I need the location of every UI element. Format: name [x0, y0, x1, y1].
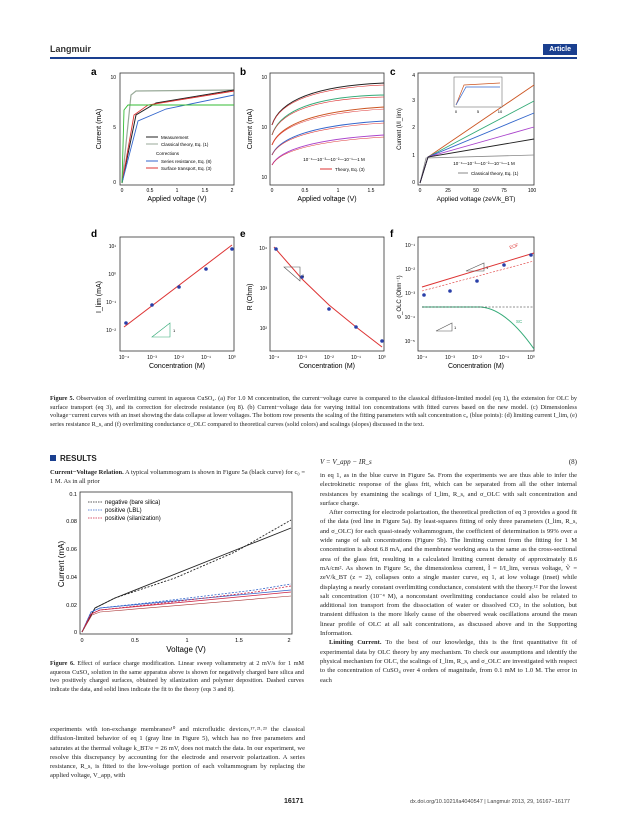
panel-b-legend-theory: Theory, Eq. (3) — [335, 167, 365, 172]
panel-f-ytick: 10⁻¹ — [405, 243, 415, 249]
panel-b-ytick: 10 — [261, 125, 267, 131]
panel-b-xtick: 0.5 — [301, 188, 309, 194]
panel-b-xtick: 1 — [336, 188, 340, 194]
panel-f-xtick: 10⁻¹ — [499, 355, 509, 361]
figure-6-xtick: 0.5 — [131, 638, 139, 644]
figure-6-xtick: 1 — [185, 638, 189, 644]
panel-f-xtick: 10⁻⁴ — [416, 355, 428, 361]
panel-f-letter: f — [390, 229, 394, 240]
panel-e-xtick: 10⁻³ — [297, 355, 307, 361]
panel-c-xtick: 50 — [473, 188, 479, 194]
panel-f-xtick: 10⁻² — [472, 355, 482, 361]
figure-6-ytick: 0.06 — [66, 547, 77, 553]
figure-6-legend-item: positive (silanization) — [105, 516, 161, 522]
figure-6-ytick: 0.1 — [69, 492, 77, 498]
paragraph: experiments with ion-exchange membranes¹⁰ and microfluidic devices,¹⁷˒²¹˒²³ the classical diffusion-limited behavior of eq 1 (gray line in Figure 5), which has no free parameters and saturates at the thermal voltage k_BT/e = 26 mV, does not match the data. In our experiment, we resolve this discrepancy by accounting for the electrode and reservoir polarization. A series resistance, R_s, is fitted to the low-voltage portion of each voltammogram by replacing the applied voltage, V_app, with — [50, 726, 305, 780]
panel-c-xlabel: Applied voltage (zeV/k_BT) — [436, 196, 516, 203]
figure-6-caption-text: Effect of surface charge modification. Linear sweep voltammetry at 2 mV/s for 1 mM aqueous CuSO₄ solution in the same apparatus above is shown for negatively charged bare silica and two positively charged surfaces, obtained by silanization and polymer deposition. Dashed curves indicate the data, and solid lines indicate the fit to the theory (eqs 3 and 8). — [50, 660, 305, 693]
panel-f-xtick: 10⁻³ — [445, 355, 455, 361]
panel-c-ytick: 4 — [412, 73, 415, 79]
panel-d-ytick: 10⁰ — [108, 272, 116, 278]
panel-c-inset-xtick: 5 — [476, 109, 480, 114]
figure-6-ytick: 0.02 — [66, 603, 77, 609]
panel-f-ytick: 10⁻² — [405, 267, 415, 273]
panel-b-ytick: 10 — [261, 175, 267, 181]
panel-e-slope: 1 — [302, 273, 305, 278]
doi-link[interactable]: dx.doi.org/10.1021/la4040547 | Langmuir 2013, 29, 16167−16177 — [410, 799, 570, 805]
panel-e-xtick: 10⁻⁴ — [268, 355, 280, 361]
panel-f-ylabel: σ_OLC (Ohm⁻¹) — [397, 275, 403, 319]
panel-d-letter: d — [91, 229, 98, 240]
panel-f-label-sc: SC — [516, 319, 523, 324]
panel-c-letter: c — [390, 67, 396, 78]
panel-d-xtick: 10⁰ — [228, 355, 236, 361]
panel-b-ylabel: Current (mA) — [247, 108, 254, 150]
panel-e-xtick: 10⁻¹ — [351, 355, 361, 361]
panel-a-xtick: 0.5 — [146, 188, 154, 194]
panel-a-legend-item: Series resistance, Eq. (8) — [161, 159, 212, 164]
panel-a-legend-item: Classical theory, Eq. (1) — [161, 142, 209, 147]
para-heading: Current−Voltage Relation. — [50, 469, 124, 476]
panel-a-xtick: 1 — [175, 188, 179, 194]
section-heading — [50, 454, 97, 463]
panel-c-legend: 10⁻⁴—10⁻³—10⁻²—10⁻¹—1 M — [453, 161, 515, 166]
panel-b-xtick: 0 — [270, 188, 274, 194]
panel-e-ytick: 10² — [259, 326, 267, 332]
panel-f-label: 1 — [486, 265, 489, 270]
figure-6 — [55, 490, 297, 654]
panel-a — [86, 65, 236, 227]
section-title: RESULTS — [60, 454, 97, 463]
panel-b-ytick: 10 — [261, 75, 267, 81]
section-square-icon — [50, 455, 56, 461]
left-column-bottom — [50, 725, 305, 781]
equation-8 — [320, 458, 577, 466]
panel-e-xlabel: Concentration (M) — [298, 363, 356, 370]
panel-a-legend-item: Corrections — [156, 151, 180, 156]
figure-6-xtick: 2 — [287, 638, 291, 644]
panel-a-legend-item: Measurement — [161, 135, 189, 140]
panel-a-xtick: 1.5 — [201, 188, 209, 194]
panel-c-ytick: 0 — [412, 180, 415, 186]
figure-6-caption-label: Figure 6. — [50, 660, 75, 667]
panel-f-xlabel: Concentration (M) — [447, 363, 505, 370]
equation-number: (8) — [568, 458, 577, 466]
panel-a-ytick: 5 — [113, 125, 116, 131]
panel-c-ytick: 1 — [412, 153, 415, 159]
figure-6-xtick: 1.5 — [235, 638, 243, 644]
panel-d-ytick: 10⁻² — [106, 328, 116, 334]
header-rule — [50, 57, 577, 59]
figure-6-legend-item: negative (bare silica) — [105, 500, 161, 506]
panel-c-xtick: 100 — [527, 188, 537, 194]
panel-e-xtick: 10⁰ — [378, 355, 386, 361]
panel-d-xtick: 10⁻¹ — [201, 355, 211, 361]
figure-6-ylabel: Current (mA) — [57, 540, 66, 588]
panel-d-ylabel: I_lim (mA) — [96, 281, 103, 313]
panel-c-inset-xtick: 0 — [454, 109, 458, 114]
paragraph: A typical voltammogram is shown in Figure 5a (black curve) for c₀ = 1 M. As in all prior — [50, 469, 305, 486]
panel-e — [240, 229, 386, 370]
figure-6-ytick: 0 — [73, 630, 77, 636]
panel-e-xtick: 10⁻² — [324, 355, 334, 361]
paragraph: in eq 1, as in the blue curve in Figure 5a. From the experiments we are thus able to infer the electrokinetic response of the glass frit, which can be separated from all the other internal resistances by examining the scalings of I_lim, R_s, and σ_OLC with salt concentration and surface charge. — [320, 472, 577, 507]
panel-f — [390, 229, 535, 370]
panel-a-letter: a — [91, 67, 97, 78]
journal-name: Langmuir — [50, 44, 92, 54]
panel-c-ytick: 3 — [412, 98, 415, 104]
panel-d-ytick: 10¹ — [108, 244, 116, 250]
panel-b-xtick: 1.5 — [367, 188, 375, 194]
panel-d-xtick: 10⁻³ — [147, 355, 157, 361]
panel-f-ytick: 10⁻⁵ — [404, 339, 415, 345]
panel-b-xlabel: Applied voltage (V) — [297, 196, 357, 203]
panel-c-xtick: 75 — [501, 188, 507, 194]
figure-6-xtick: 0 — [80, 638, 84, 644]
left-column-top — [50, 468, 305, 487]
figure-5-caption — [50, 395, 577, 429]
panel-e-ylabel: R (Ohm) — [247, 283, 254, 311]
panel-c — [390, 67, 536, 203]
paragraph: After correcting for electrode polarization, the theoretical prediction of eq 3 provides a good fit of the data (red line in Figure 5a). By least-squares fitting of only three parameters (I_lim, R_s, and σ_OLC) for each quasi-steady voltammogram, the coefficient of determination is 99% over a wide range of salt concentrations (Figure 5b). The limiting current from the fitting for 1 M concentration is about 6.8 mA, and the membrane working area is the same as the cross-sectional area of the glass frit, resulting in a calculated limiting current density of approximately 8.6 mA/cm². As shown in Figure 5c, the dimensionless current, Ĩ = I/I_lim, versus voltage, Ṽ = zeV/k_BT (z = 2), collapses onto a single master curve, eq 1, at low voltage (inset) while displaying a nearly constant overlimiting conductance, consistent with the theory.¹² For the lowest salt concentration (10⁻⁴ M), a nonconstant overlimiting conductance could also be related to additional ion transport from the dissociation of water or dissolved CO₂ in the solution, but transient diffusion is the more likely cause of the observed weak oscillations around the mean linear profile of OLC at all salt concentrations, as discussed above and in the Supporting Information. — [320, 509, 577, 638]
figure-6-ytick: 0.04 — [66, 575, 77, 581]
figure-5-caption-text: Observation of overlimiting current in aqueous CuSO₄. (a) For 1.0 M concentration, the current−voltage curve is compared to the classical diffusion-limited model (eq 1), the extension for OLC by surface transport (eq 3), and its correction for electrode resistance (eq 8). (b) Current−voltage data for varying initial ion concentrations with fitted curves based on the new model. (c) Dimensionless voltage−current curves with an inset showing the data collapse at lower voltages. The bottom row presents the scaling of the fitting parameters with salt concentration c₀ (blue points): (d) limiting current I_lim, (e) series resistance R_s, and (f) overlimiting conductance σ_OLC compared to theoretical curves (solid colors) and scalings (slopes) discussed in the text. — [50, 395, 577, 428]
panel-c-xtick: 0 — [418, 188, 422, 194]
panel-c-legend-theory: Classical theory, Eq. (1) — [471, 171, 519, 176]
panel-e-ytick: 10³ — [259, 286, 267, 292]
panel-a-xtick: 2 — [230, 188, 234, 194]
page-header — [50, 44, 577, 58]
panel-c-ytick: 2 — [412, 125, 415, 131]
article-type-tag: Article — [543, 44, 577, 55]
panel-d-xtick: 10⁻⁴ — [118, 355, 130, 361]
panel-a-legend-item: Surface transport, Eq. (3) — [161, 166, 212, 171]
panel-f-ytick: 10⁻³ — [405, 291, 415, 297]
panel-d-xlabel: Concentration (M) — [148, 363, 206, 370]
para-heading: Limiting Current. — [329, 639, 382, 647]
panel-a-ylabel: Current (mA) — [96, 108, 103, 150]
panel-e-letter: e — [240, 229, 246, 240]
panel-f-label-eof: EOF — [508, 242, 520, 250]
panel-f-label: 1 — [454, 325, 457, 330]
figure-6-ytick: 0.08 — [66, 519, 77, 525]
panel-a-ytick: 0 — [113, 180, 116, 186]
panel-c-xtick: 25 — [445, 188, 451, 194]
figure-5 — [86, 65, 538, 389]
figure-5-caption-label: Figure 5. — [50, 395, 75, 402]
panel-f-ytick: 10⁻⁴ — [404, 315, 415, 321]
panel-b-legend: 10⁻⁴—10⁻³—10⁻²—10⁻¹—1 M — [303, 157, 365, 162]
panel-b-letter: b — [240, 67, 247, 78]
figure-6-xlabel: Voltage (V) — [166, 645, 206, 654]
panel-f-xtick: 10⁰ — [527, 355, 535, 361]
right-column — [320, 471, 577, 685]
figure-6-legend-item: positive (LBL) — [105, 508, 142, 514]
panel-c-inset-xtick: 10 — [497, 109, 503, 114]
panel-d-xtick: 10⁻² — [174, 355, 184, 361]
panel-a-ytick: 10 — [110, 75, 116, 81]
panel-e-ytick: 10⁴ — [259, 246, 267, 252]
equation-text: V = V_app − IR_s — [320, 458, 372, 466]
paragraph: To the best of our knowledge, this is the first quantitative fit of experimental data by OLC theory by any mechanism. To check our assumptions and identify the physical mechanism for OLC, the scalings of I_lim, R_s, and σ_OLC are investigated with respect to the concentration of CuSO₄ over 4 orders of magnitude, from 0.1 mM to 1.0 M. The error in each — [320, 639, 577, 684]
panel-a-xlabel: Applied voltage (V) — [147, 196, 207, 203]
panel-d-ytick: 10⁻¹ — [106, 300, 116, 306]
panel-c-ylabel: Current (I/I_lim) — [397, 108, 403, 150]
page-number: 16171 — [284, 798, 304, 805]
panel-d — [91, 229, 236, 370]
panel-d-slope: 1 — [173, 328, 176, 333]
panel-b — [240, 67, 384, 203]
figure-6-caption — [50, 660, 304, 694]
panel-a-xtick: 0 — [120, 188, 124, 194]
